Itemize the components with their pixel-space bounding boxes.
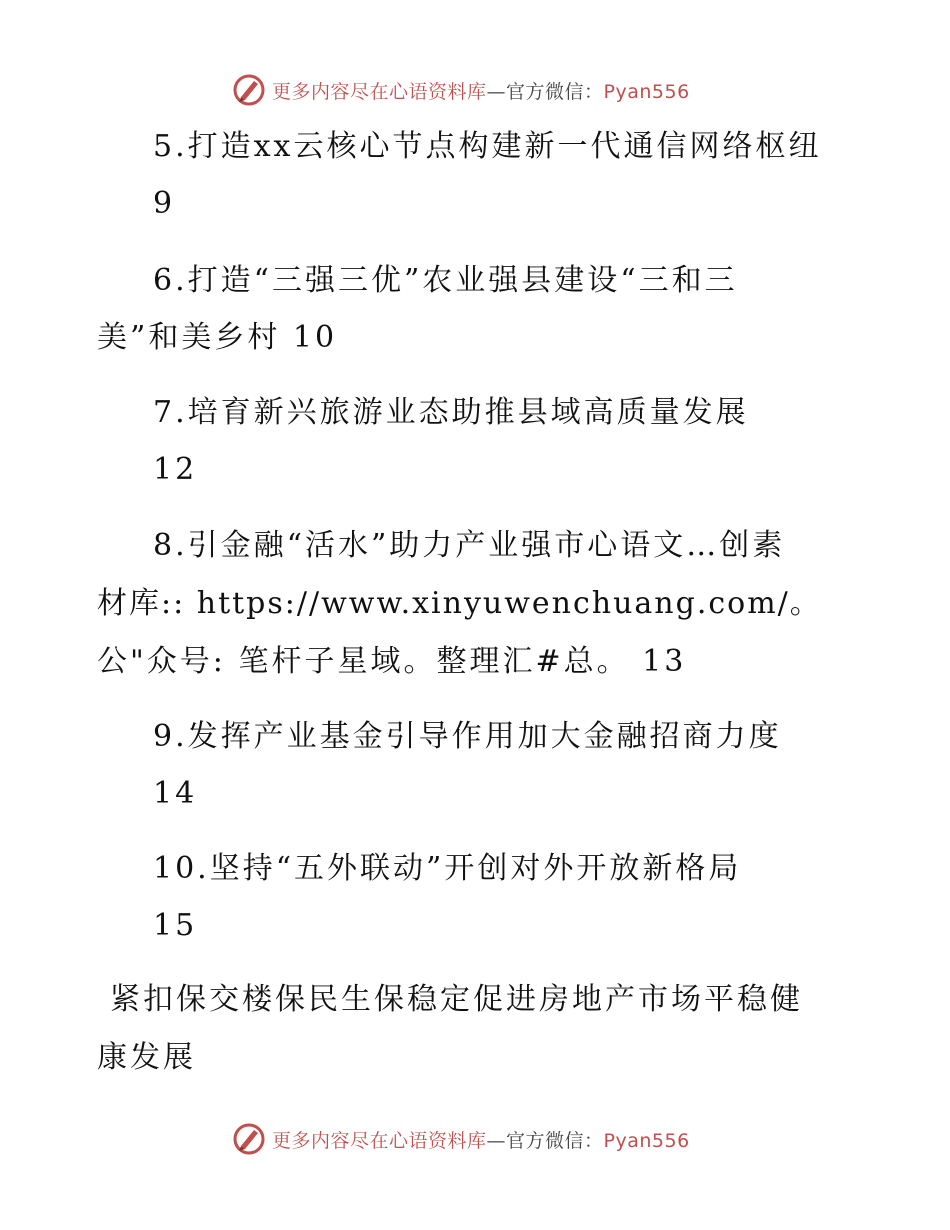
toc-item-9-line-1: 9.发挥产业基金引导作用加大金融招商力度 [153, 719, 782, 754]
toc-item-6-line-2: 美”和美乡村 10 [97, 320, 338, 355]
banner-wechat-id: Pyan556 [603, 1129, 690, 1152]
toc-item-9-page: 14 [153, 776, 198, 811]
banner-library-text: 更多内容尽在心语资料库 [272, 80, 487, 103]
banner-wechat-label: 官方微信： [506, 1129, 604, 1152]
watermark-banner-bottom [232, 1121, 712, 1157]
watermark-banner-top [232, 72, 712, 108]
banner-library-text: 更多内容尽在心语资料库 [272, 1129, 487, 1152]
toc-item-10-line-1: 10.坚持“五外联动”开创对外开放新格局 [153, 851, 742, 886]
toc-item-10-page: 15 [153, 908, 198, 943]
toc-item-5-page: 9 [153, 186, 176, 221]
banner-wechat-id: Pyan556 [603, 80, 690, 103]
toc-item-5-line-1: 5.打造xx云核心节点构建新一代通信网络枢纽 [153, 129, 822, 164]
toc-item-8-line-3: 公"众号: 笔杆子星域。整理汇#总。 13 [97, 644, 687, 679]
pen-circle-logo-icon [232, 73, 266, 107]
toc-item-6-line-1: 6.打造“三强三优”农业强县建设“三和三 [153, 263, 738, 298]
banner-wechat-label: 官方微信： [506, 80, 604, 103]
toc-item-7-page: 12 [153, 452, 198, 487]
toc-item-8-line-2: 材库:: https://www.xinyuwenchuang.com/。 [97, 586, 822, 621]
banner-dash: — [486, 1129, 507, 1152]
section-heading-line-2: 康发展 [97, 1040, 196, 1075]
banner-dash: — [486, 80, 507, 103]
section-heading-line-1: 紧扣保交楼保民生保稳定促进房地产市场平稳健 [110, 982, 803, 1017]
toc-item-7-line-1: 7.培育新兴旅游业态助推县域高质量发展 [153, 395, 749, 430]
pen-circle-logo-icon [232, 1122, 266, 1156]
toc-item-8-line-1: 8.引金融“活水”助力产业强市心语文…创素 [153, 528, 786, 563]
